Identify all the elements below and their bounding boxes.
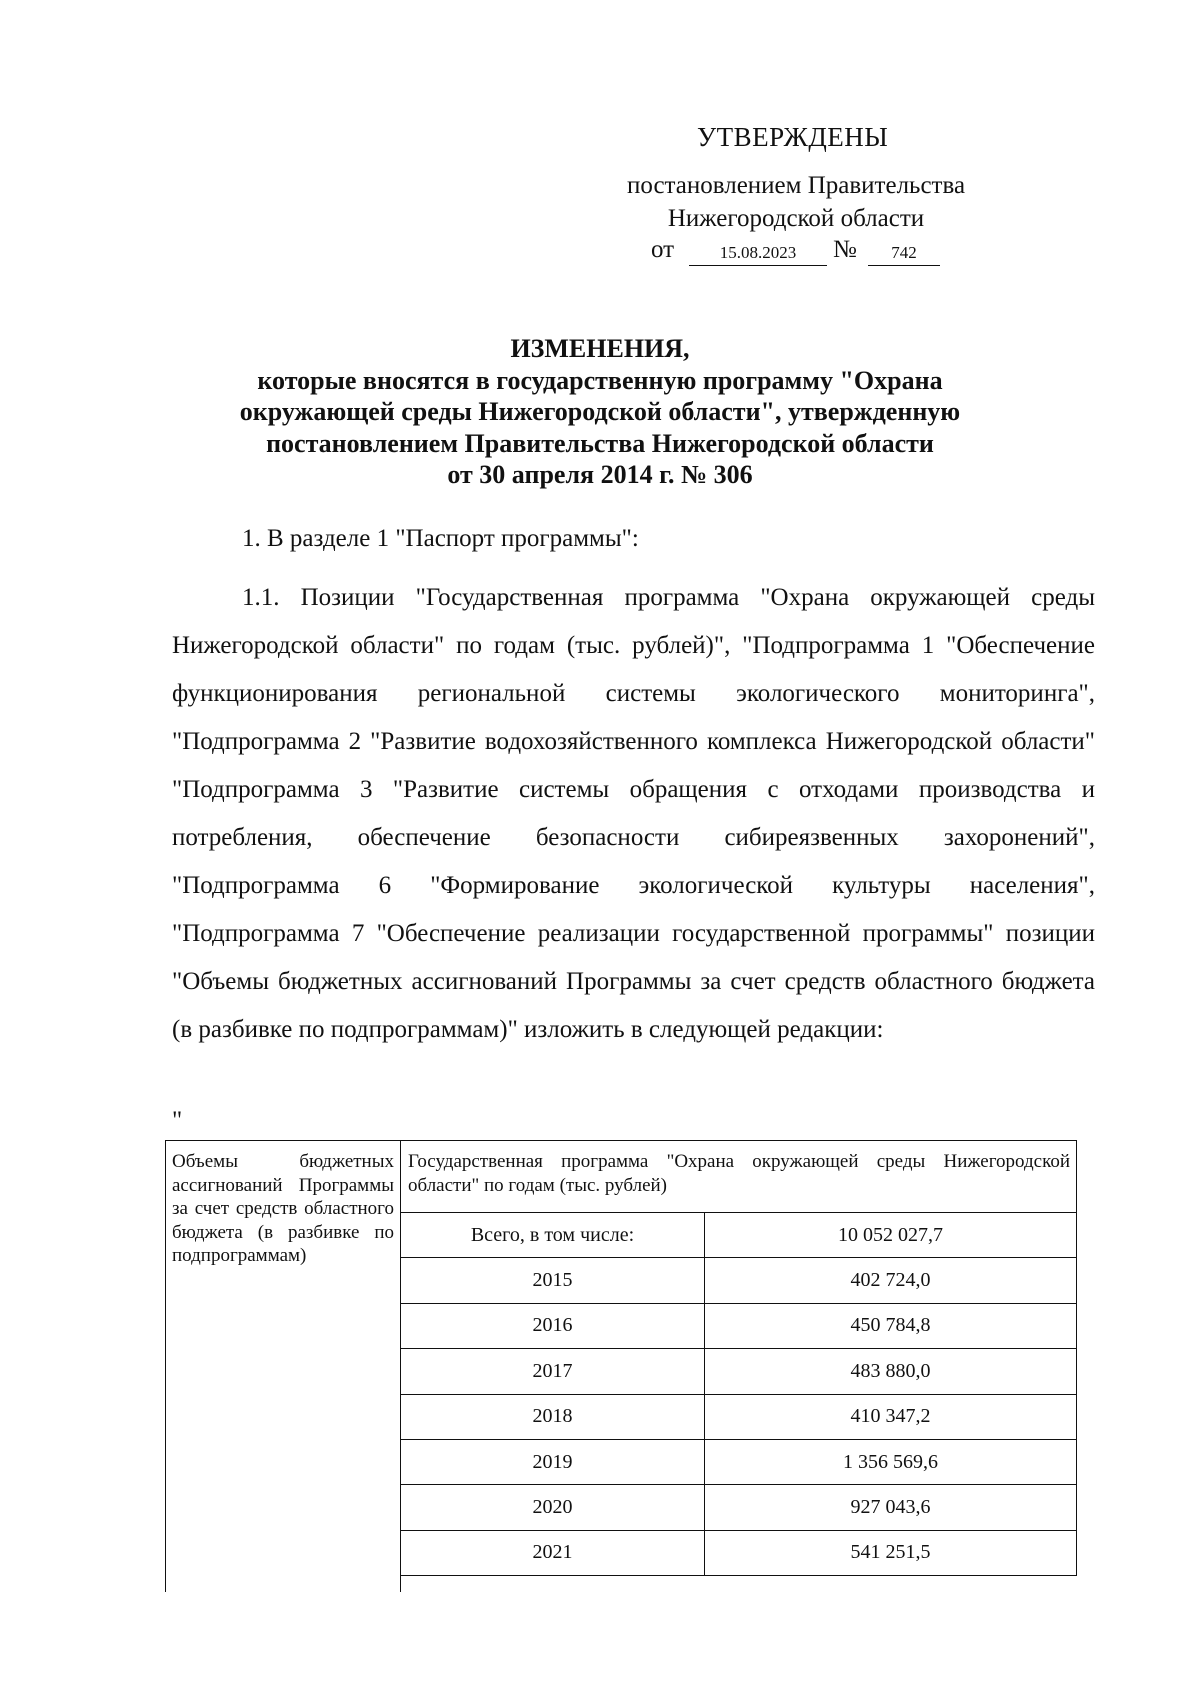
table-row <box>401 1485 1077 1530</box>
approval-title: УТВЕРЖДЕНЫ <box>697 122 889 152</box>
row-label: 2015 <box>401 1258 705 1303</box>
row-value: 10 052 027,7 <box>705 1213 1077 1258</box>
row-label: 2017 <box>401 1349 705 1394</box>
approval-number: 742 <box>868 243 940 266</box>
table-row <box>401 1258 1077 1303</box>
row-value: 410 347,2 <box>705 1394 1077 1439</box>
table-row <box>401 1530 1077 1575</box>
heading-line-2: которые вносятся в государственную программу "Охрана <box>257 365 943 395</box>
heading-line-3: окружающей среды Нижегородской области", утвержденную <box>239 397 961 426</box>
row-label: 2020 <box>401 1485 705 1530</box>
approval-date: 15.08.2023 <box>689 243 827 266</box>
heading-line-4: постановлением Правительства Нижегородской области <box>266 428 934 458</box>
table-row <box>401 1349 1077 1394</box>
table-row <box>401 1439 1077 1484</box>
approval-line-2: Нижегородской области <box>667 205 925 232</box>
heading-line-1: ИЗМЕНЕНИЯ, <box>510 334 690 363</box>
row-label: 2019 <box>401 1439 705 1484</box>
number-label: № <box>833 236 857 263</box>
row-label: 2016 <box>401 1303 705 1348</box>
table-right-border <box>1076 1140 1077 1212</box>
row-value: 927 043,6 <box>705 1485 1077 1530</box>
row-label: 2021 <box>401 1530 705 1575</box>
row-value: 541 251,5 <box>705 1530 1077 1575</box>
date-prefix: от <box>651 236 675 263</box>
heading-line-5: от 30 апреля 2014 г. № 306 <box>447 460 753 489</box>
table-left-border <box>165 1140 166 1592</box>
row-value: 1 356 569,6 <box>705 1439 1077 1484</box>
budget-allocations-label: Объемы бюджетных ассигнований Программы за счет средств областного бюджета (в разбивке по подпрограммам) <box>172 1151 394 1266</box>
paragraph-1: 1. В разделе 1 "Паспорт программы": <box>242 525 639 552</box>
table-top-border <box>165 1140 1076 1141</box>
table-row <box>401 1394 1077 1439</box>
budget-table <box>400 1212 1077 1576</box>
table-row <box>401 1213 1077 1258</box>
document-heading <box>150 333 1050 491</box>
paragraph-1-1: 1.1. Позиции "Государственная программа "Охрана окружающей среды Нижегородской области" по годам (тыс. рублей)", "Подпрограмма 1 "Обеспечение функционирования региональной системы экологического мониторинга", "Подпрограмма 2 "Развитие водохозяйственного комплекса Нижегородской области" "Подпрограмма 3 "Развитие системы обращения с отходами производства и потребления, обеспечение безопасности сибиреязвенных захоронений", "Подпрограмма 6 "Формирование экологической культуры населения", "Подпрограмма 7 "Обеспечение реализации государственной программы" позиции "Объемы бюджетных ассигнований Программы за счет средств областного бюджета (в разбивке по подпрограммам)" изложить в следующей редакции: <box>172 584 1095 1043</box>
opening-quote: " <box>172 1107 183 1134</box>
table-row <box>401 1303 1077 1348</box>
approval-line-1: постановлением Правительства <box>626 172 966 199</box>
row-value: 402 724,0 <box>705 1258 1077 1303</box>
row-label: 2018 <box>401 1394 705 1439</box>
program-header: Государственная программа "Охрана окружающей среды Нижегородской области" по годам (тыс. рублей) <box>408 1151 1070 1196</box>
row-value: 450 784,8 <box>705 1303 1077 1348</box>
row-label: Всего, в том числе: <box>401 1213 705 1258</box>
row-value: 483 880,0 <box>705 1349 1077 1394</box>
